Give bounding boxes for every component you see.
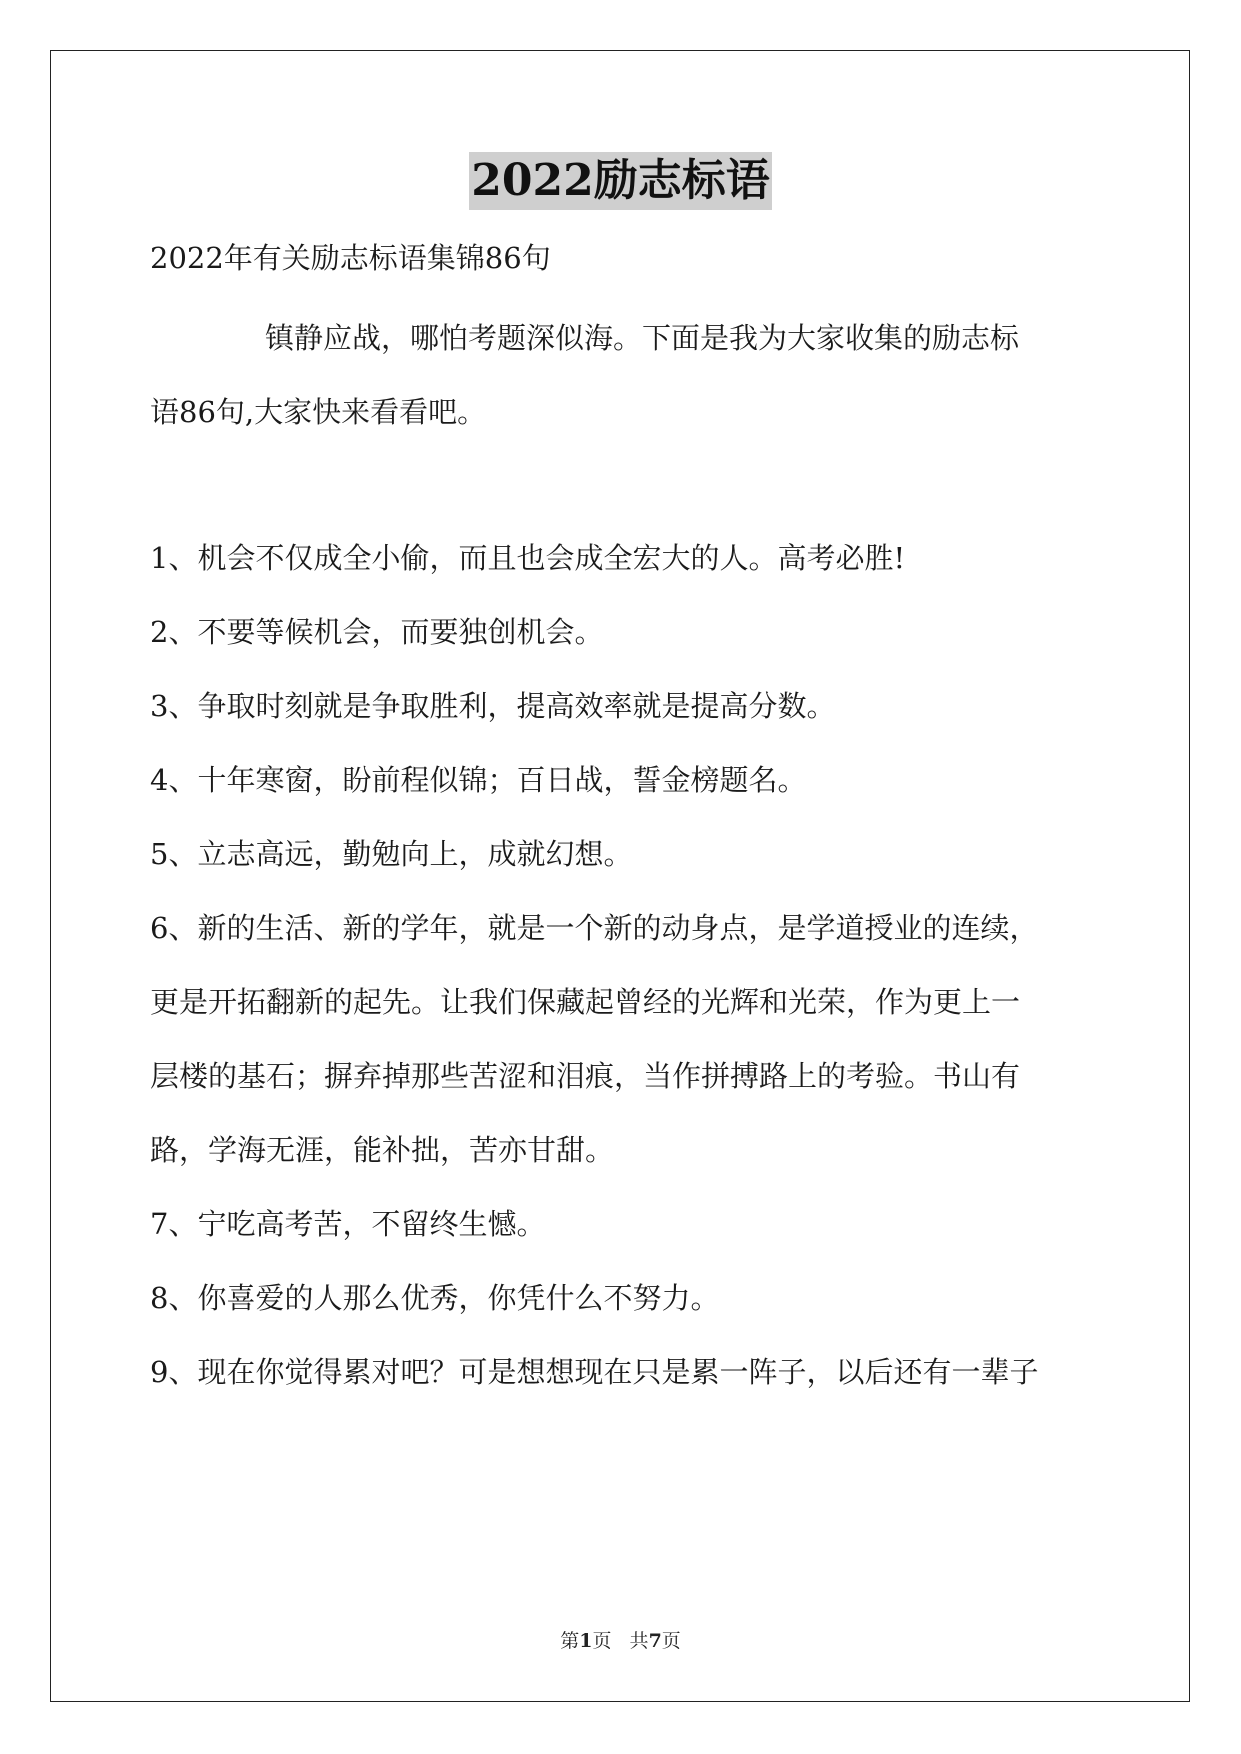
page-footer xyxy=(0,1626,1241,1653)
body-line: 1、机会不仅成全小偷，而且也会成全宏大的人。高考必胜! xyxy=(150,541,906,575)
document-subtitle: 2022年有关励志标语集锦86句 xyxy=(150,241,551,275)
body-line: 8、你喜爱的人那么优秀，你凭什么不努力。 xyxy=(150,1281,720,1315)
title-container xyxy=(0,152,1241,210)
document-title: 2022励志标语 xyxy=(469,152,771,210)
body-line: 9、现在你觉得累对吧？可是想想现在只是累一阵子，以后还有一辈子 xyxy=(150,1355,1039,1389)
body-line: 2、不要等候机会，而要独创机会。 xyxy=(150,615,604,649)
body-line: 5、立志高远，勤勉向上，成就幻想。 xyxy=(150,837,633,871)
body-line: 6、新的生活、新的学年，就是一个新的动身点，是学道授业的连续， xyxy=(150,911,1039,945)
footer-mid: 页 共 xyxy=(592,1630,649,1652)
body-line: 更是开拓翻新的起先。让我们保藏起曾经的光辉和光荣，作为更上一 xyxy=(150,985,1021,1019)
body-line: 3、争取时刻就是争取胜利，提高效率就是提高分数。 xyxy=(150,689,836,723)
page-border xyxy=(50,50,1190,1702)
intro-line-2: 语86句,大家快来看看吧。 xyxy=(150,395,487,429)
body-line: 7、宁吃高考苦，不留终生憾。 xyxy=(150,1207,546,1241)
body-line: 路，学海无涯，能补拙，苦亦甘甜。 xyxy=(150,1133,615,1167)
footer-page-current: 1 xyxy=(579,1630,593,1652)
intro-line-1: 镇静应战，哪怕考题深似海。下面是我为大家收集的励志标 xyxy=(265,321,1020,355)
footer-page-total: 7 xyxy=(648,1630,662,1652)
footer-prefix: 第 xyxy=(560,1630,580,1652)
body-line: 4、十年寒窗，盼前程似锦；百日战，誓金榜题名。 xyxy=(150,763,807,797)
body-line: 层楼的基石；摒弃掉那些苦涩和泪痕，当作拼搏路上的考验。书山有 xyxy=(150,1059,1021,1093)
footer-suffix: 页 xyxy=(661,1630,681,1652)
